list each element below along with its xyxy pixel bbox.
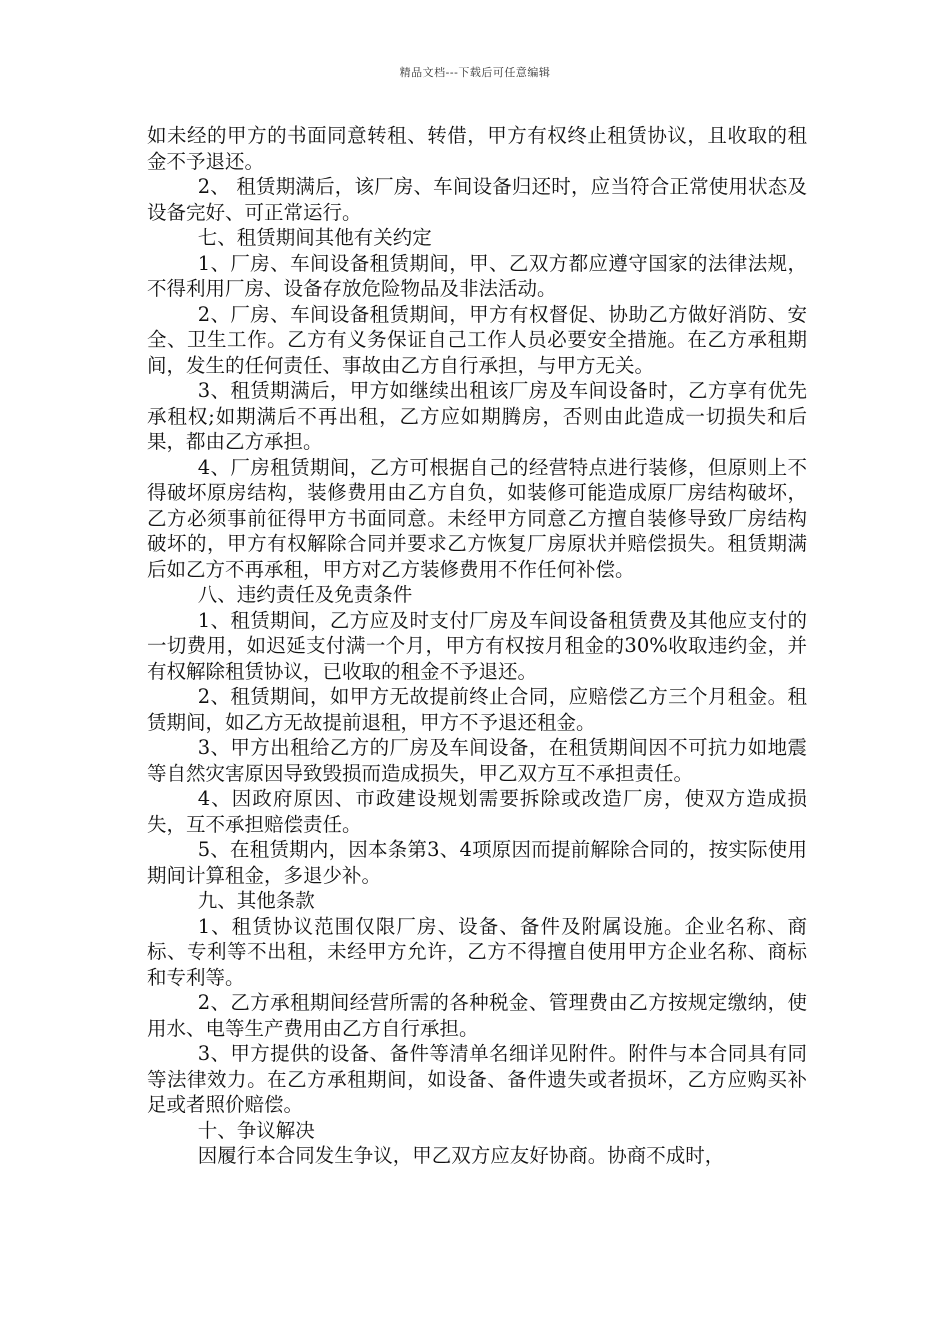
clause-paragraph: 2、厂房、车间设备租赁期间，甲方有权督促、协助乙方做好消防、安全、卫生工作。乙方有义务保证自己工作人员必要安全措施。在乙方承租期间，发生的任何责任、事故由乙方自行承担，与甲方无关。 — [147, 302, 807, 377]
section-heading: 十、争议解决 — [197, 1118, 315, 1142]
section-heading: 八、违约责任及免责条件 — [197, 583, 413, 606]
clause-paragraph: 因履行本合同发生争议，甲乙双方应友好协商。协商不成时， — [197, 1144, 725, 1167]
clause-paragraph: 2、 租赁期满后，该厂房、车间设备归还时，应当符合正常使用状态及设备完好、可正常运行。 — [147, 175, 807, 224]
page-header: 精品文档---下载后可任意编辑 — [399, 66, 551, 79]
document-body — [147, 123, 807, 1169]
clause-paragraph: 1、租赁协议范围仅限厂房、设备、备件及附属设施。企业名称、商标、专利等不出租，未经甲方允许，乙方不得擅自使用甲方企业名称、商标和专利等。 — [147, 914, 807, 989]
clause-paragraph: 1、厂房、车间设备租赁期间，甲、乙双方都应遵守国家的法律法规，不得利用厂房、设备存放危险物品及非法活动。 — [147, 251, 807, 300]
clause-paragraph: 4、因政府原因、市政建设规划需要拆除或改造厂房，使双方造成损失，互不承担赔偿责任。 — [147, 787, 807, 836]
paragraph-continuation: 如未经的甲方的书面同意转租、转借，甲方有权终止租赁协议，且收取的租金不予退还。 — [147, 124, 807, 173]
clause-paragraph: 3、甲方出租给乙方的厂房及车间设备，在租赁期间因不可抗力如地震等自然灾害原因导致毁损而造成损失，甲乙双方互不承担责任。 — [147, 736, 807, 785]
section-heading: 七、租赁期间其他有关约定 — [197, 226, 432, 249]
clause-paragraph: 3、甲方提供的设备、备件等清单名细详见附件。附件与本合同具有同等法律效力。在乙方承租期间，如设备、备件遗失或者损坏，乙方应购买补足或者照价赔偿。 — [147, 1042, 807, 1116]
clause-paragraph: 4、厂房租赁期间，乙方可根据自己的经营特点进行装修，但原则上不得破坏原房结构，装修费用由乙方自负，如装修可能造成原厂房结构破坏，乙方必须事前征得甲方书面同意。未经甲方同意乙方擅自装修导致厂房结构破坏的，甲方有权解除合同并要求乙方恢复厂房原状并赔偿损失。租赁期满后如乙方不再承租，甲方对乙方装修费用不作任何补偿。 — [147, 455, 807, 581]
clause-paragraph: 2、乙方承租期间经营所需的各种税金、管理费由乙方按规定缴纳，使用水、电等生产费用由乙方自行承担。 — [147, 991, 807, 1040]
clause-paragraph: 1、租赁期间，乙方应及时支付厂房及车间设备租赁费及其他应支付的一切费用，如迟延支付满一个月，甲方有权按月租金的30%收取违约金，并有权解除租赁协议，已收取的租金不予退还。 — [147, 608, 807, 683]
clause-paragraph: 2、租赁期间，如甲方无故提前终止合同，应赔偿乙方三个月租金。租赁期间，如乙方无故提前退租，甲方不予退还租金。 — [147, 685, 807, 734]
clause-paragraph: 5、在租赁期内，因本条第3、4项原因而提前解除合同的，按实际使用期间计算租金，多退少补。 — [147, 838, 807, 887]
clause-paragraph: 3、租赁期满后，甲方如继续出租该厂房及车间设备时，乙方享有优先承租权;如期满后不再出租，乙方应如期腾房，否则由此造成一切损失和后果，都由乙方承担。 — [147, 379, 807, 453]
section-heading: 九、其他条款 — [197, 889, 315, 912]
